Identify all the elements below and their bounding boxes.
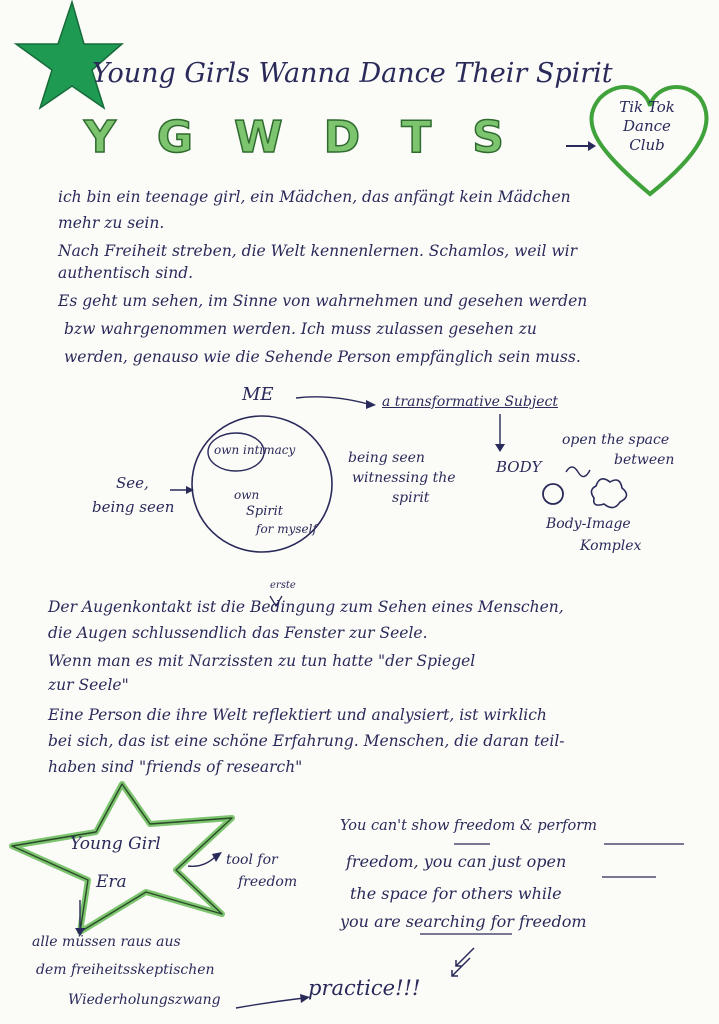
middle-line: Wenn man es mit Narzissten zu tun hatte "der Spiegel — [48, 652, 476, 670]
intro-line: werden, genauso wie die Sehende Person empfänglich sein muss. — [64, 348, 581, 366]
acronym-letter-d: D — [323, 112, 361, 163]
acronym-letter-w: W — [234, 112, 283, 163]
middle-line: Der Augenkontakt ist die Bedingung zum Sehen eines Menschen, — [48, 598, 564, 616]
freedom-tool-label: freedom — [238, 874, 298, 890]
intro-line: bzw wahrgenommen werden. Ich muss zulassen gesehen zu — [64, 320, 537, 338]
open-space-label: open the space — [562, 432, 670, 448]
acronym-letter-t: T — [401, 112, 432, 163]
left-note-line: Wiederholungszwang — [68, 992, 221, 1008]
intro-line: ich bin ein teenage girl, ein Mädchen, das anfängt kein Mädchen — [58, 188, 571, 206]
being-seen-left-label: being seen — [92, 498, 175, 516]
era-label: Era — [96, 872, 127, 892]
middle-line: Eine Person die ihre Welt reflektiert und analysiert, ist wirklich — [48, 706, 547, 724]
small-o-shape — [543, 484, 563, 504]
me-label: ME — [242, 384, 274, 405]
body-label: BODY — [496, 458, 542, 476]
page-title: Young Girls Wanna Dance Their Spirit — [92, 58, 613, 89]
being-seen-label: being seen — [348, 450, 425, 466]
acronym-letter-g: G — [156, 112, 194, 163]
quote-line: freedom, you can just open — [346, 852, 567, 871]
quote-line: the space for others while — [350, 884, 562, 903]
for-myself-label: for myself — [256, 522, 317, 536]
witnessing-label: witnessing the — [352, 470, 456, 486]
arrow-right-icon — [588, 141, 596, 151]
body-image-label: Body-Image — [546, 516, 631, 532]
spirit-right-label: spirit — [392, 490, 430, 506]
young-girl-star-icon — [12, 784, 232, 932]
tool-label: tool for — [226, 852, 278, 868]
green-star-icon — [16, 2, 122, 108]
blob-shape — [591, 479, 626, 508]
club-label: Tik Tok Dance Club — [619, 98, 675, 154]
arrow-down-icon — [495, 444, 505, 452]
intro-line: Nach Freiheit streben, die Welt kennenlernen. Schamlos, weil wir — [58, 242, 578, 260]
erste-insert: erste — [270, 580, 296, 591]
between-label: between — [614, 452, 675, 468]
young-girl-label: Young Girl — [70, 834, 161, 854]
middle-line: zur Seele" — [48, 676, 129, 694]
middle-line: bei sich, das ist eine schöne Erfahrung. Menschen, die daran teil- — [48, 732, 565, 750]
acronym-letter-s: S — [472, 112, 504, 163]
left-note-line: dem freiheitsskeptischen — [36, 962, 215, 978]
quote-line: You can't show freedom & perform — [340, 818, 597, 834]
acronym-row — [84, 112, 504, 163]
quote-line: you are searching for freedom — [340, 912, 587, 931]
see-label: See, — [116, 474, 149, 492]
middle-line: haben sind "friends of research" — [48, 758, 303, 776]
transformative-label: a transformative Subject — [382, 394, 558, 410]
own-intimacy-label: own intimacy — [214, 443, 296, 457]
intro-line: mehr zu sein. — [58, 214, 165, 232]
middle-line: die Augen schlussendlich das Fenster zur Seele. — [48, 624, 428, 642]
intro-line: Es geht um sehen, im Sinne von wahrnehmen und gesehen werden — [58, 292, 588, 310]
intro-line: authentisch sind. — [58, 264, 194, 282]
practice-label: practice!!! — [308, 976, 421, 1000]
acronym-letter-y: Y — [84, 112, 116, 163]
spirit-label: Spirit — [246, 504, 283, 519]
left-note-line: alle müssen raus aus — [32, 934, 181, 950]
own-label: own — [234, 488, 260, 502]
komplex-label: Komplex — [580, 538, 642, 554]
